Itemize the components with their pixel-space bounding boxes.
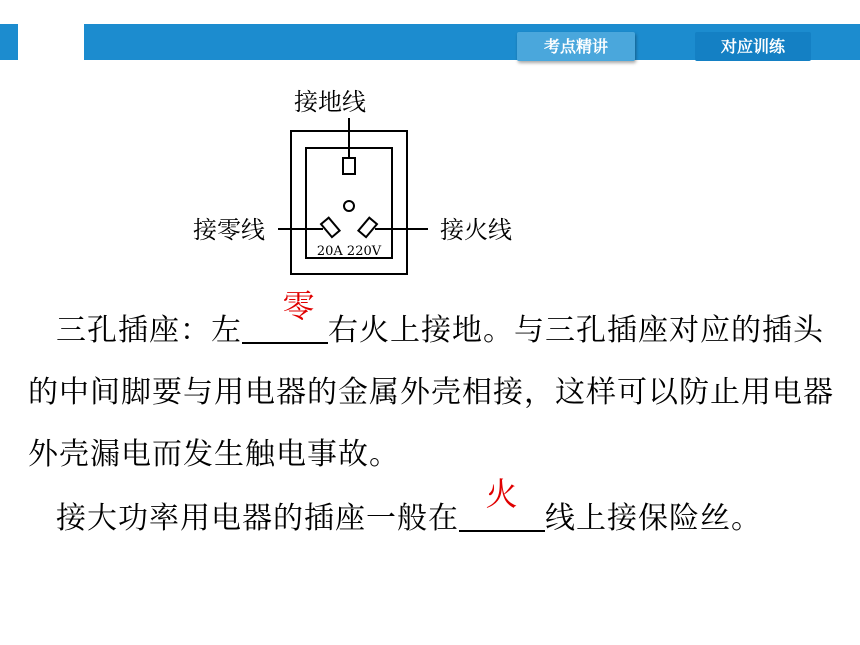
tab-exercises[interactable]: 对应训练 (695, 32, 811, 61)
answer-blank-2 (459, 475, 545, 532)
paragraph-fuse (56, 475, 860, 550)
label-ground-wire: 接地线 (294, 88, 366, 116)
p2-text-after: 线上接保险丝。 (545, 501, 762, 536)
live-pin-hole (358, 218, 377, 237)
header-accent-block (0, 24, 18, 60)
answer-live: 火 (485, 475, 519, 513)
neutral-pin-hole (321, 218, 340, 237)
three-pin-socket-diagram (180, 80, 540, 285)
socket-rating-text: 20A 220V (316, 244, 382, 259)
tab-key-points[interactable]: 考点精讲 (517, 32, 635, 61)
socket-inner-frame (306, 148, 392, 258)
socket-center-hole (344, 201, 354, 211)
label-neutral-wire: 接零线 (193, 216, 265, 244)
paragraph-three-hole-socket (28, 287, 840, 486)
ground-pin-hole (343, 158, 355, 174)
answer-blank-1 (242, 287, 328, 344)
p2-text-before: 接大功率用电器的插座一般在 (56, 501, 459, 536)
answer-neutral: 零 (282, 287, 316, 325)
p1-text-after: 右火上接地。与三孔插座对应的插头的中间脚要与用电器的金属外壳相接，这样可以防止用电器外壳漏电而发生触电事故。 (28, 313, 834, 472)
p1-text-before: 三孔插座：左 (56, 313, 242, 348)
label-live-wire: 接火线 (440, 216, 512, 244)
